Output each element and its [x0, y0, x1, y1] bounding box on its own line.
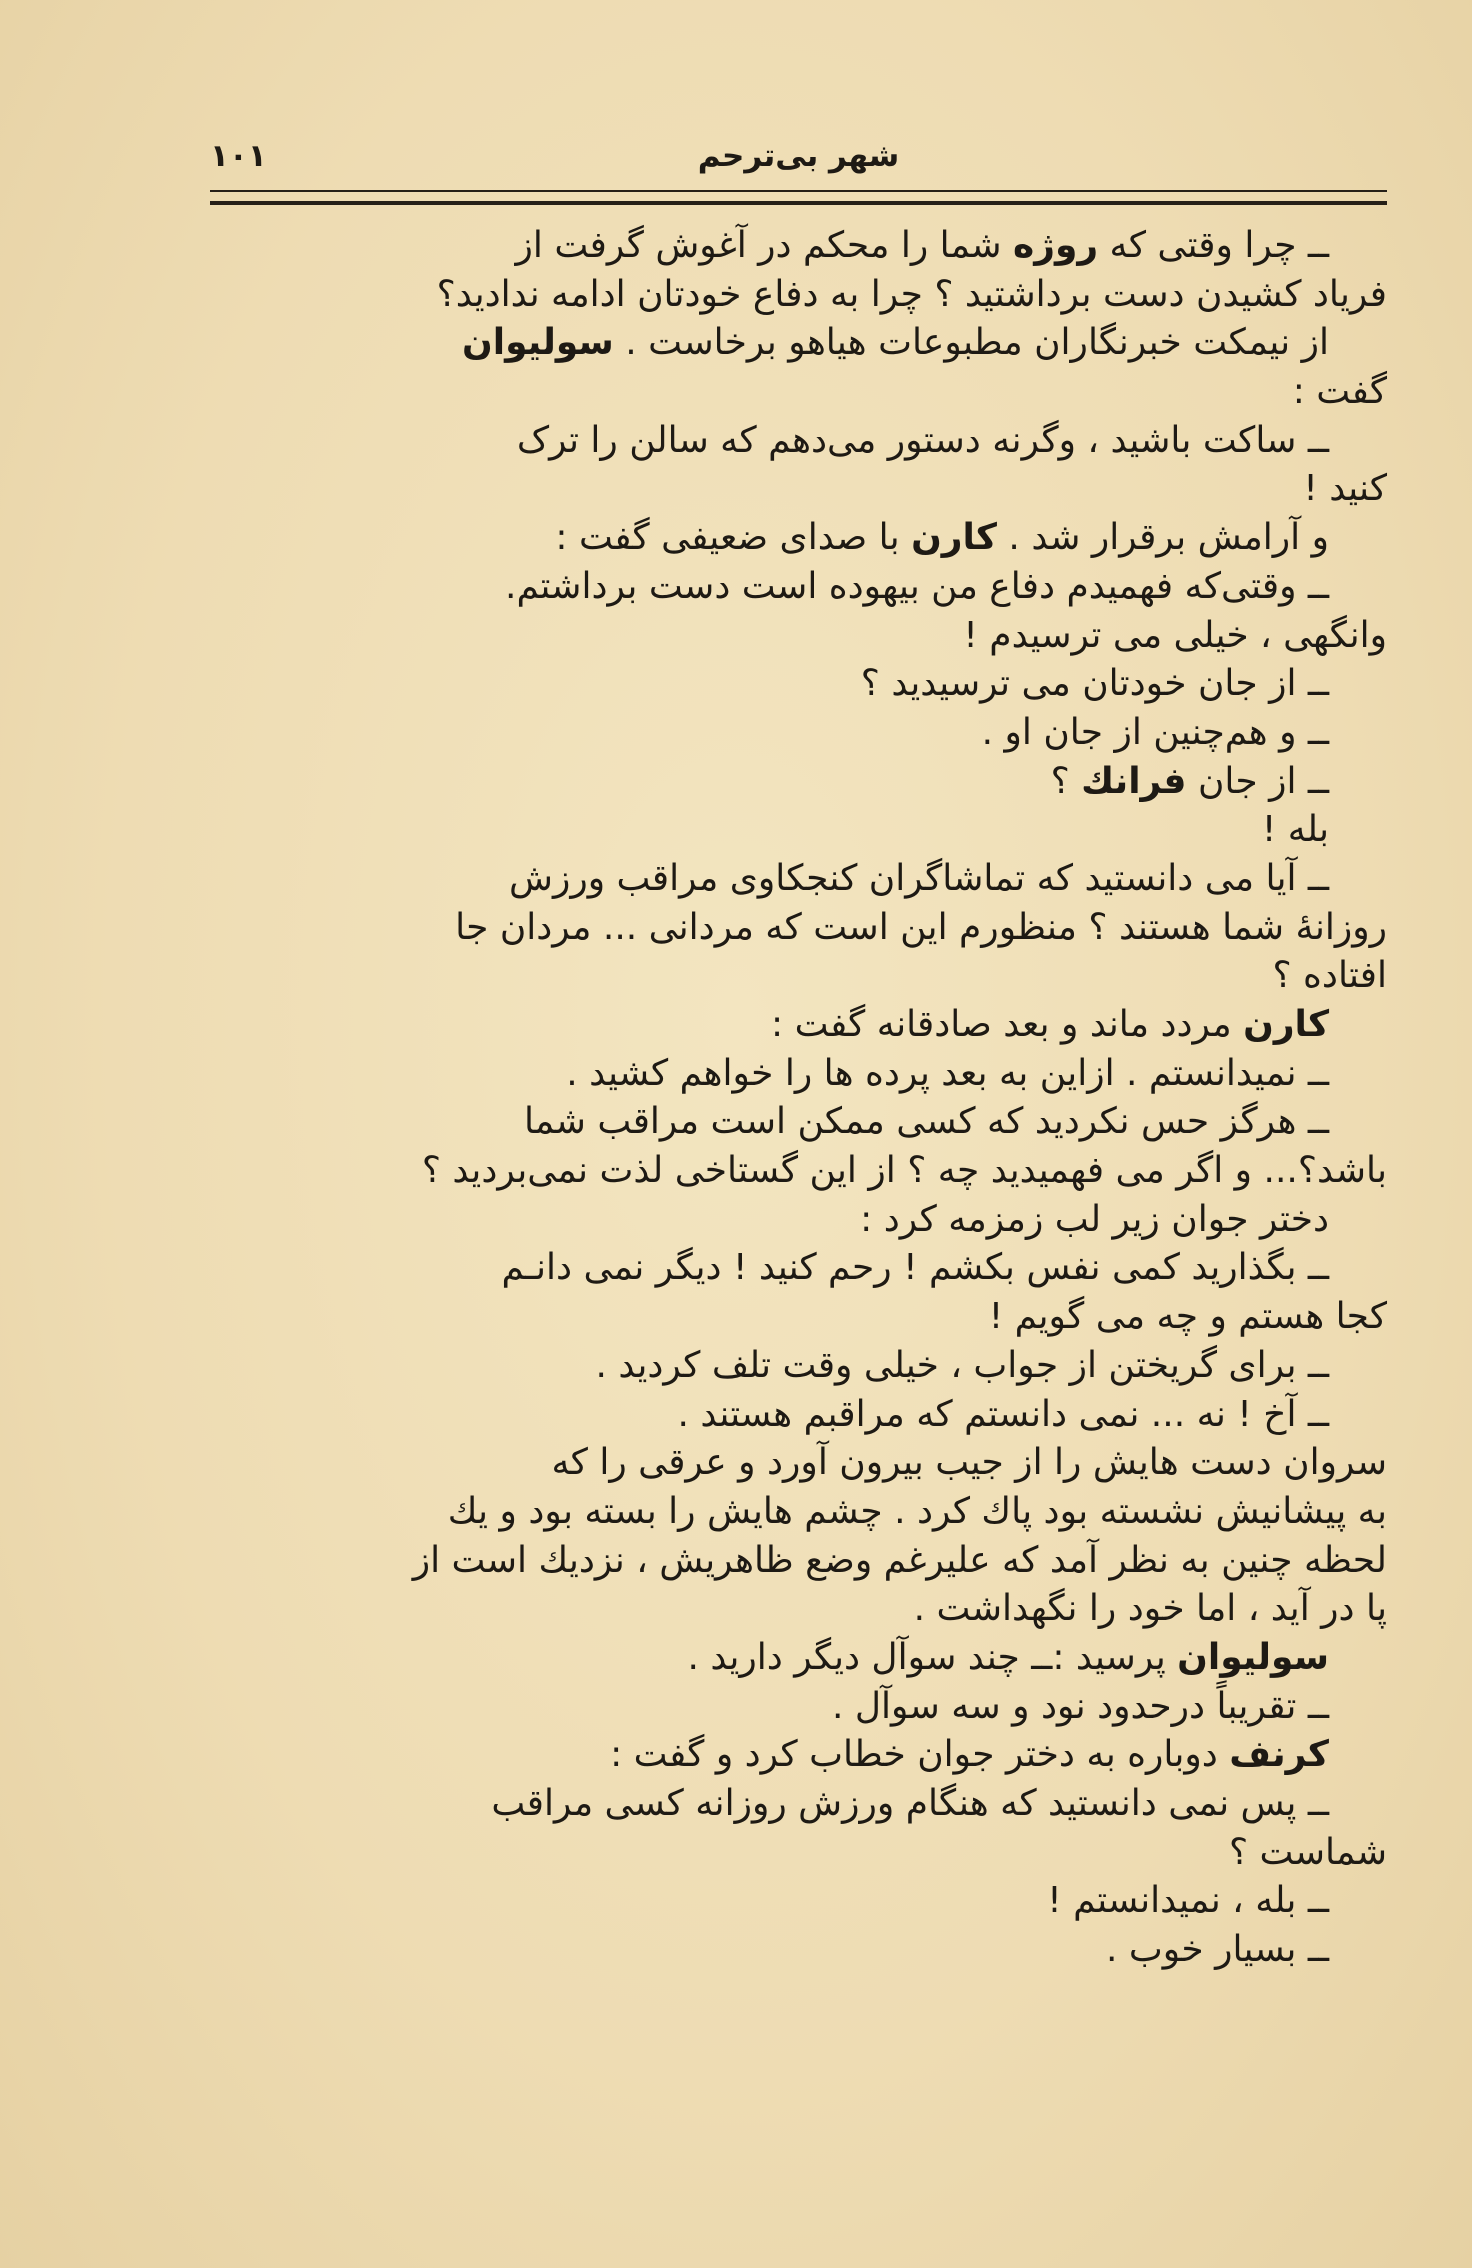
text-line — [212, 1926, 1387, 1975]
text-line — [212, 271, 1387, 320]
text-line — [212, 417, 1387, 466]
text-segment: ــ هرگز حس نکردید که کسی ممکن است مراقب شما — [523, 1101, 1329, 1143]
text-segment: کنید ! — [1303, 468, 1387, 510]
text-segment: ــ برای گریختن از جواب ، خیلی وقت تلف کردید . — [595, 1344, 1329, 1386]
text-line — [212, 319, 1387, 368]
page-header — [210, 128, 1387, 186]
text-line — [212, 1537, 1387, 1586]
text-line — [212, 1342, 1387, 1391]
text-line — [212, 904, 1387, 953]
text-segment: ــ آیا می دانستید که تماشاگران کنجکاوی مراقب ورزش — [509, 857, 1329, 899]
text-line — [212, 1683, 1387, 1732]
text-line — [212, 1098, 1387, 1147]
text-line — [212, 660, 1387, 709]
text-line — [212, 1488, 1387, 1537]
text-line — [212, 758, 1387, 807]
text-line — [212, 1585, 1387, 1634]
text-segment: ــ و هم‌چنین از جان او . — [981, 711, 1329, 753]
text-line — [212, 1780, 1387, 1829]
text-line — [212, 612, 1387, 661]
text-segment: با صدای ضعیفی گفت : — [555, 517, 912, 559]
text-line — [212, 1147, 1387, 1196]
text-line — [212, 1196, 1387, 1245]
text-segment: فریاد کشیدن دست برداشتید ؟ چرا به دفاع خودتان ادامه ندادید؟ — [436, 273, 1387, 315]
text-segment: شماست ؟ — [1228, 1831, 1387, 1873]
text-segment: ــ از جان خودتان می ترسیدید ؟ — [860, 663, 1329, 705]
text-line — [212, 1439, 1387, 1488]
character-name: کرنف — [1229, 1734, 1329, 1776]
text-line — [212, 563, 1387, 612]
text-segment: پا در آید ، اما خود را نگهداشت . — [913, 1588, 1387, 1630]
text-line — [212, 1001, 1387, 1050]
text-segment: ــ پس نمی دانستید که هنگام ورزش روزانه کسی مراقب — [491, 1783, 1329, 1824]
text-segment: ــ بگذارید کمی نفس بکشم ! رحم کنید ! دیگر نمی دانـم — [501, 1247, 1329, 1289]
header-double-rule — [210, 190, 1387, 205]
text-segment: مردد ماند و بعد صادقانه گفت : — [771, 1004, 1244, 1045]
text-segment: دوباره به دختر جوان خطاب کرد و گفت : — [610, 1734, 1230, 1776]
text-segment: ؟ — [1050, 760, 1082, 802]
text-line — [212, 368, 1387, 417]
text-segment: و آرامش برقرار شد . — [996, 517, 1329, 559]
text-segment: لحظه چنین به نظر آمد که علیرغم وضع ظاهریش ، نزدیك است از — [412, 1539, 1387, 1581]
character-name: فرانك — [1081, 760, 1187, 802]
character-name: کارن — [1243, 1004, 1329, 1045]
text-segment: ــ نمیدانستم . ازاین به بعد پرده ها را خواهم کشید . — [566, 1052, 1329, 1094]
running-title: شهر بی‌ترحم — [697, 138, 900, 174]
text-segment: روزانهٔ شما هستند ؟ منظورم این است که مردانی ... مردان جا — [455, 906, 1387, 948]
text-line — [212, 855, 1387, 904]
text-line — [212, 1829, 1387, 1878]
text-line — [212, 1244, 1387, 1293]
text-line — [212, 222, 1387, 271]
text-line — [212, 1634, 1387, 1683]
character-name: سولیوان — [1177, 1636, 1329, 1678]
text-line — [212, 806, 1387, 855]
text-segment: سروان دست هایش را از جیب بیرون آورد و عرقی را که — [551, 1442, 1387, 1484]
text-line — [212, 952, 1387, 1001]
text-segment: ــ بله ، نمیدانستم ! — [1047, 1880, 1329, 1922]
text-segment: گفت : — [1292, 371, 1387, 413]
text-segment: دختر جوان زیر لب زمزمه کرد : — [860, 1198, 1329, 1240]
text-segment: ــ تقریباً درحدود نود و سه سوآل . — [832, 1685, 1329, 1727]
text-segment: باشد؟... و اگر می فهمیدید چه ؟ از این گستاخی لذت نمی‌بردید ؟ — [421, 1150, 1387, 1192]
text-line — [212, 1050, 1387, 1099]
body-text — [212, 222, 1387, 1975]
text-segment: ــ آخ ! نه ... نمی دانستم که مراقبم هستند . — [677, 1393, 1329, 1435]
text-segment: ــ از جان — [1186, 760, 1329, 802]
text-line — [212, 1391, 1387, 1440]
text-segment: بله ! — [1261, 809, 1329, 851]
text-segment: ــ ساکت باشید ، وگرنه دستور می‌دهم که سالن را ترک — [516, 419, 1329, 461]
text-segment: از نیمکت خبرنگاران مطبوعات هیاهو برخاست . — [613, 322, 1329, 364]
text-line — [212, 1731, 1387, 1780]
text-segment: ــ چرا وقتی که — [1098, 225, 1329, 266]
text-segment: ــ بسیار خوب . — [1106, 1929, 1329, 1971]
text-segment: وانگهی ، خیلی می ترسیدم ! — [963, 614, 1387, 656]
text-segment: شما را محکم در آغوش گرفت از — [515, 225, 1014, 266]
text-line — [212, 1877, 1387, 1926]
character-name: روژه — [1013, 225, 1099, 266]
page-number: ۱۰۱ — [210, 138, 267, 174]
text-segment: کجا هستم و چه می گویم ! — [988, 1296, 1387, 1338]
text-line — [212, 465, 1387, 514]
character-name: سولیوان — [462, 322, 614, 364]
text-segment: ــ وقتی‌که فهمیدم دفاع من بیهوده است دست برداشتم. — [505, 565, 1329, 607]
text-line — [212, 514, 1387, 563]
text-line — [212, 1293, 1387, 1342]
character-name: کارن — [911, 517, 997, 559]
text-segment: پرسید :ــ چند سوآل دیگر دارید . — [687, 1636, 1178, 1678]
text-segment: افتاده ؟ — [1272, 955, 1387, 997]
text-segment: به پیشانیش نشسته بود پاك کرد . چشم هایش را بسته بود و یك — [447, 1490, 1387, 1532]
text-line — [212, 709, 1387, 758]
